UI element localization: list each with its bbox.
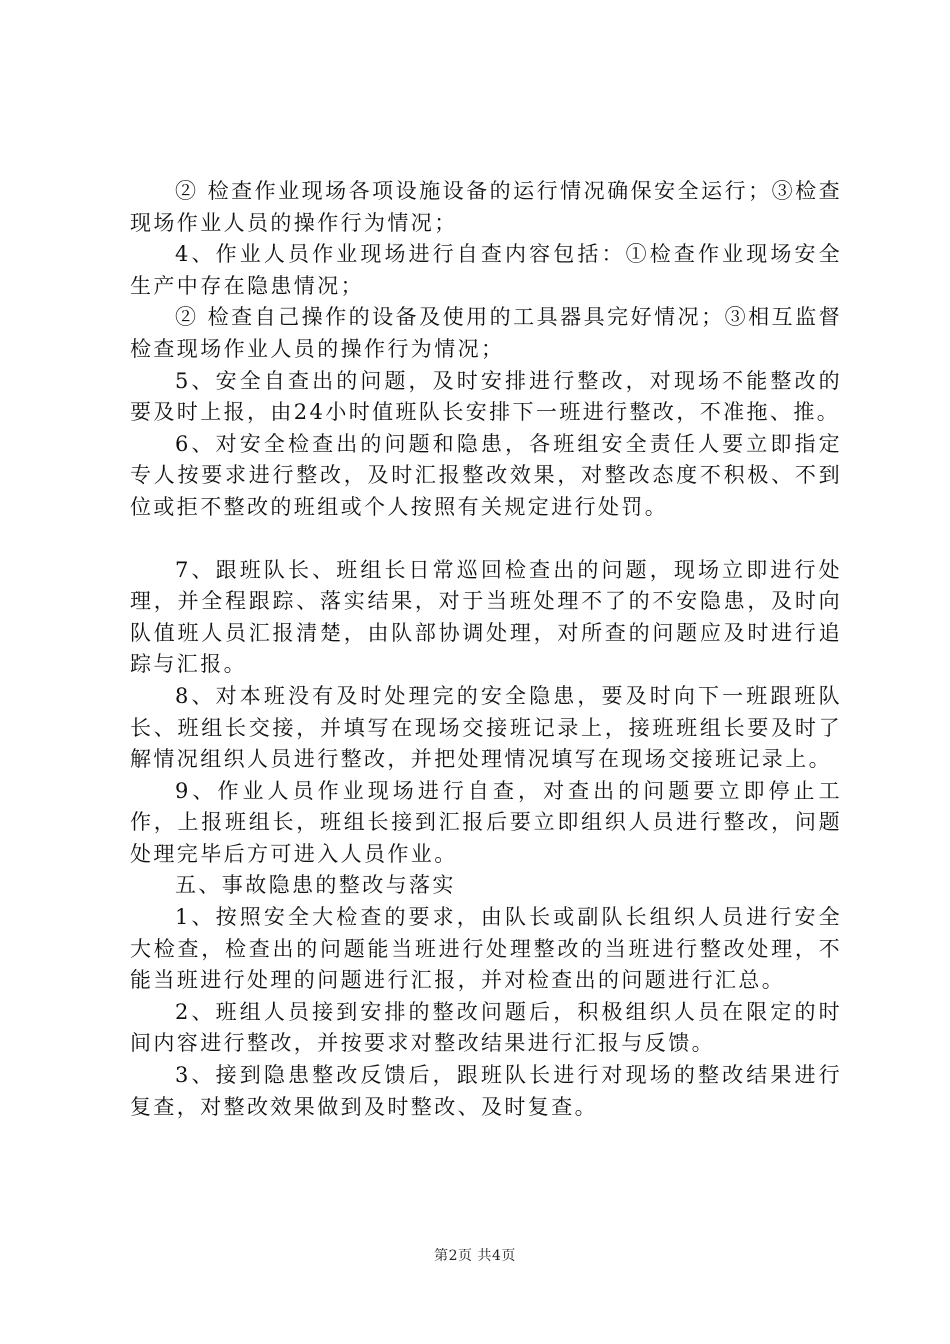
paragraph: 9、作业人员作业现场进行自查，对查出的问题要立即停止工作，上报班组长，班组长接到汇报后要立即组织人员进行整改，问题处理完毕后方可进入人员作业。 [130, 778, 842, 866]
paragraph: 7、跟班队长、班组长日常巡回检查出的问题，现场立即进行处理，并全程跟踪、落实结果，对于当班处理不了的不安隐患，及时向队值班人员汇报清楚，由队部协调处理，对所查的问题应及时进行追踪与汇报。 [130, 557, 842, 677]
paragraph: 3、接到隐患整改反馈后，跟班队长进行对现场的整改结果进行复查，对整改效果做到及时整改、及时复查。 [130, 1063, 842, 1119]
paragraph: ② 检查自己操作的设备及使用的工具器具完好情况；③相互监督检查现场作业人员的操作行为情况； [130, 305, 842, 361]
section-heading: 五、事故隐患的整改与落实 [175, 873, 456, 898]
paragraph: 2、班组人员接到安排的整改问题后，积极组织人员在限定的时间内容进行整改，并按要求对整改结果进行汇报与反馈。 [130, 999, 842, 1056]
paragraph: 5、安全自查出的问题，及时安排进行整改，对现场不能整改的要及时上报，由24小时值班队长安排下一班进行整改，不准拖、推。 [130, 368, 842, 425]
page-number-footer: 第2页 共4页 [434, 1248, 516, 1264]
paragraph: 4、作业人员作业现场进行自查内容包括：①检查作业现场安全生产中存在隐患情况； [130, 242, 842, 298]
paragraph: 1、按照安全大检查的要求，由队长或副队长组织人员进行安全大检查，检查出的问题能当班进行处理整改的当班进行整改处理，不能当班进行处理的问题进行汇报，并对检查出的问题进行汇总。 [130, 905, 842, 993]
document-body [130, 176, 842, 1123]
paragraph: 8、对本班没有及时处理完的安全隐患，要及时向下一班跟班队长、班组长交接，并填写在现场交接班记录上，接班班组长要及时了解情况组织人员进行整改，并把处理情况填写在现场交接班记录上。 [130, 683, 842, 772]
paragraph: ② 检查作业现场各项设施设备的运行情况确保安全运行；③检查现场作业人员的操作行为情况； [130, 179, 842, 235]
paragraph: 6、对安全检查出的问题和隐患，各班组安全责任人要立即指定专人按要求进行整改，及时汇报整改效果，对整改态度不积极、不到位或拒不整改的班组或个人按照有关规定进行处罚。 [130, 431, 842, 519]
